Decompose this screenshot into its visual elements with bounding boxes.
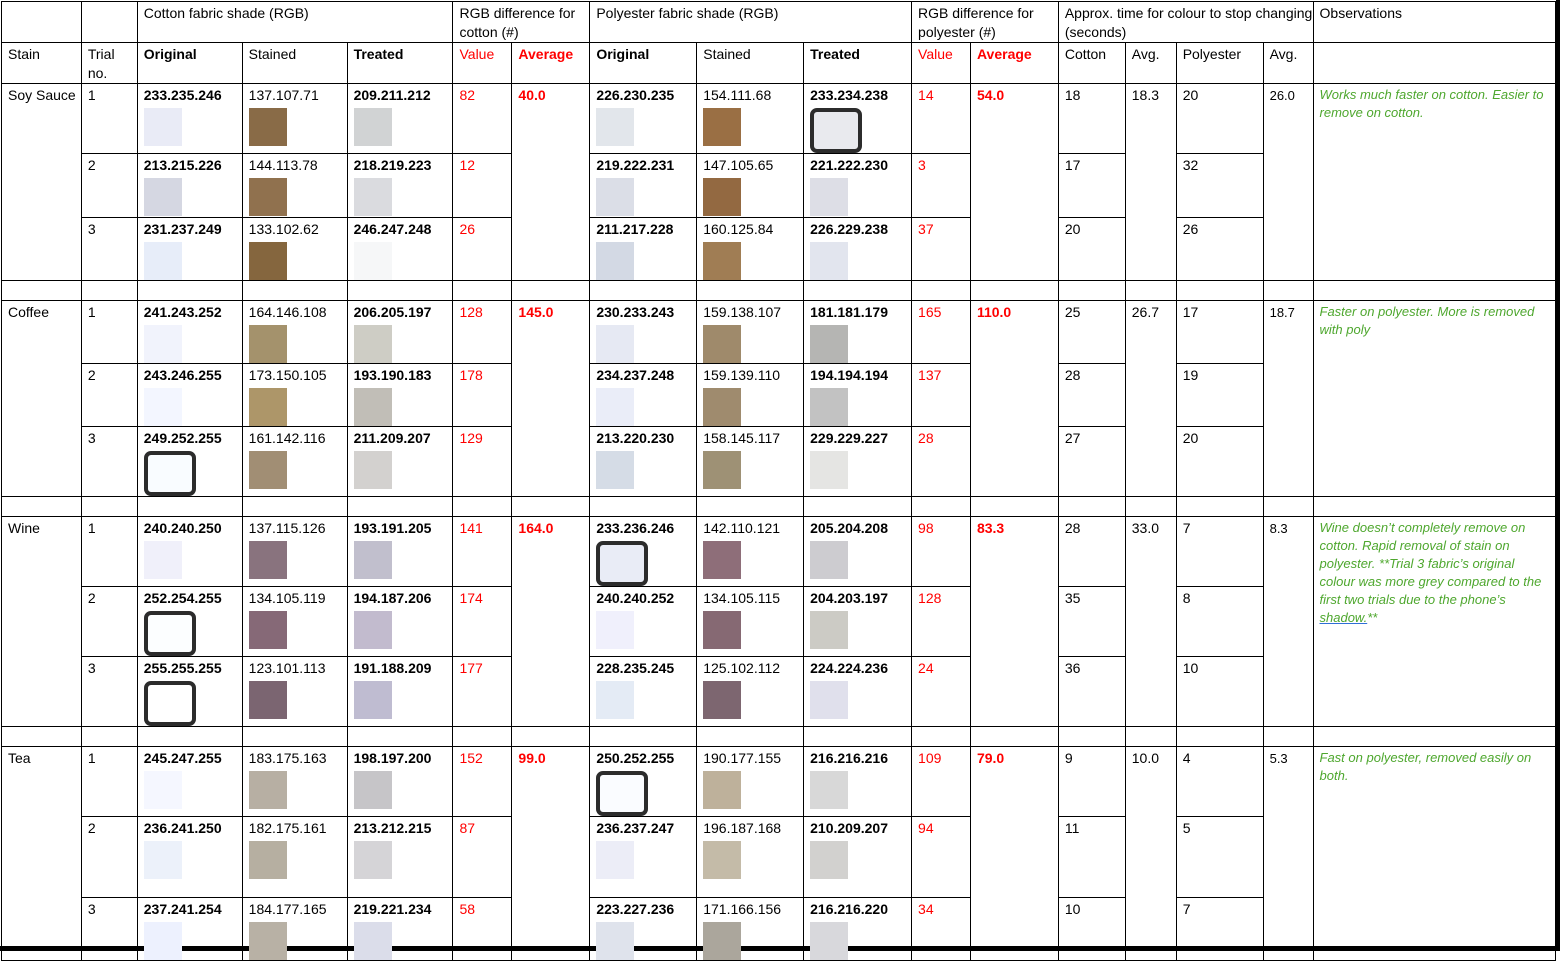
color-swatch <box>596 451 634 489</box>
color-swatch <box>249 178 287 216</box>
cotton-diff-value: 87 <box>453 817 512 898</box>
time-poly: 7 <box>1176 517 1263 587</box>
header-cotton-shade: Cotton fabric shade (RGB) <box>137 2 453 43</box>
header-poly-average: Average <box>970 43 1058 84</box>
cotton-treated-rgb: 246.247.248 <box>353 221 432 237</box>
cotton-stained-rgb: 161.142.116 <box>248 430 326 446</box>
color-swatch <box>703 541 741 579</box>
cotton-treated-rgb: 211.209.207 <box>353 430 431 446</box>
header-poly-shade: Polyester fabric shade (RGB) <box>590 2 912 43</box>
color-swatch <box>144 451 196 496</box>
cotton-diff-value: 12 <box>453 154 512 218</box>
trial-no: 2 <box>81 817 137 898</box>
header-row-columns <box>2 43 1556 84</box>
header-time: Approx. time for colour to stop changing (seconds) <box>1058 2 1313 43</box>
poly-diff-value: 94 <box>912 817 971 898</box>
color-swatch <box>703 922 741 960</box>
time-cotton: 10 <box>1058 898 1125 961</box>
time-cotton-avg: 10.0 <box>1125 747 1176 961</box>
poly-diff-value: 109 <box>912 747 971 817</box>
poly-treated-rgb: 229.229.227 <box>810 430 888 446</box>
poly-original-rgb: 223.227.236 <box>596 901 675 917</box>
table-row <box>2 301 1556 364</box>
table-row <box>2 517 1556 587</box>
color-swatch <box>810 922 848 960</box>
cotton-treated-rgb: 218.219.223 <box>353 157 432 173</box>
header-cotton-average: Average <box>512 43 590 84</box>
color-swatch <box>703 388 741 426</box>
poly-diff-average: 54.0 <box>970 84 1058 281</box>
color-swatch <box>810 771 848 809</box>
cotton-treated-rgb: 193.191.205 <box>353 520 432 536</box>
stain-name: Tea <box>2 747 82 961</box>
cotton-diff-value: 177 <box>453 657 512 727</box>
time-cotton: 18 <box>1058 84 1125 154</box>
poly-diff-value: 34 <box>912 898 971 961</box>
color-swatch <box>596 841 634 879</box>
color-swatch <box>354 108 392 146</box>
poly-original-rgb: 240.240.252 <box>596 590 675 606</box>
cotton-original-rgb: 237.241.254 <box>143 901 222 917</box>
poly-treated-rgb: 181.181.179 <box>810 304 888 320</box>
poly-original-rgb: 226.230.235 <box>596 87 675 103</box>
header-blank <box>81 2 137 43</box>
color-swatch <box>249 541 287 579</box>
color-swatch <box>810 108 862 153</box>
trial-no: 1 <box>81 301 137 364</box>
trial-no: 3 <box>81 657 137 727</box>
time-cotton: 28 <box>1058 517 1125 587</box>
trial-no: 3 <box>81 898 137 961</box>
time-poly: 7 <box>1176 898 1263 961</box>
color-swatch <box>249 108 287 146</box>
cotton-stained-rgb: 183.175.163 <box>248 750 327 766</box>
color-swatch <box>144 108 182 146</box>
color-swatch <box>354 681 392 719</box>
time-cotton: 9 <box>1058 747 1125 817</box>
cotton-original-rgb: 236.241.250 <box>143 820 222 836</box>
color-swatch <box>703 108 741 146</box>
color-swatch <box>596 771 648 816</box>
header-cotton-value: Value <box>453 43 512 84</box>
color-swatch <box>596 922 634 960</box>
color-swatch <box>703 451 741 489</box>
color-swatch <box>703 611 741 649</box>
poly-treated-rgb: 210.209.207 <box>810 820 888 836</box>
color-swatch <box>354 541 392 579</box>
observation-main: Wine doesn’t completely remove on cotton. Rapid removal of stain on polyester. **Trial 3 fabric’s original colour was more grey compared to the first two trials due to the phone’s <box>1319 520 1542 607</box>
poly-original-rgb: 211.217.228 <box>596 221 674 237</box>
cotton-treated-rgb: 213.212.215 <box>353 820 432 836</box>
time-poly: 32 <box>1176 154 1263 218</box>
poly-treated-rgb: 233.234.238 <box>810 87 888 103</box>
time-poly: 5 <box>1176 817 1263 898</box>
cotton-stained-rgb: 133.102.62 <box>248 221 319 237</box>
color-swatch <box>354 922 392 960</box>
time-cotton-avg: 18.3 <box>1125 84 1176 281</box>
poly-stained-rgb: 190.177.155 <box>703 750 782 766</box>
poly-diff-value: 98 <box>912 517 971 587</box>
color-swatch <box>144 388 182 426</box>
cotton-stained-rgb: 137.115.126 <box>248 520 326 536</box>
poly-diff-value: 137 <box>912 364 971 427</box>
poly-stained-rgb: 158.145.117 <box>703 430 781 446</box>
cotton-original-rgb: 233.235.246 <box>143 87 222 103</box>
cotton-original-rgb: 213.215.226 <box>143 157 222 173</box>
poly-original-rgb: 219.222.231 <box>596 157 675 173</box>
observation-text <box>1313 517 1555 727</box>
color-swatch <box>354 771 392 809</box>
cotton-diff-value: 152 <box>453 747 512 817</box>
stain-name: Wine <box>2 517 82 727</box>
cotton-original-rgb: 231.237.249 <box>143 221 222 237</box>
color-swatch <box>354 325 392 363</box>
color-swatch <box>810 681 848 719</box>
poly-stained-rgb: 159.138.107 <box>703 304 782 320</box>
cotton-diff-average: 145.0 <box>512 301 590 497</box>
poly-diff-value: 14 <box>912 84 971 154</box>
color-swatch <box>596 178 634 216</box>
header-observations: Observations <box>1313 2 1555 43</box>
poly-original-rgb: 228.235.245 <box>596 660 675 676</box>
time-cotton: 35 <box>1058 587 1125 657</box>
poly-original-rgb: 213.220.230 <box>596 430 675 446</box>
color-swatch <box>144 771 182 809</box>
header-row-groups <box>2 2 1556 43</box>
time-poly-avg: 5.3 <box>1263 747 1313 961</box>
header-observations-blank <box>1313 43 1555 84</box>
trial-no: 1 <box>81 517 137 587</box>
color-swatch <box>144 922 182 960</box>
color-swatch <box>810 841 848 879</box>
time-poly-avg: 18.7 <box>1263 301 1313 497</box>
cotton-stained-rgb: 184.177.165 <box>248 901 327 917</box>
poly-treated-rgb: 194.194.194 <box>810 367 888 383</box>
poly-stained-rgb: 171.166.156 <box>703 901 782 917</box>
color-swatch <box>596 242 634 280</box>
time-cotton-avg: 26.7 <box>1125 301 1176 497</box>
observation-end: ** <box>1367 610 1378 625</box>
poly-treated-rgb: 216.216.220 <box>810 901 888 917</box>
poly-diff-value: 24 <box>912 657 971 727</box>
poly-diff-average: 83.3 <box>970 517 1058 727</box>
cotton-original-rgb: 252.254.255 <box>143 590 222 606</box>
observation-text: Fast on polyester, removed easily on both. <box>1313 747 1555 961</box>
color-swatch <box>810 541 848 579</box>
time-poly: 20 <box>1176 427 1263 497</box>
cotton-treated-rgb: 219.221.234 <box>353 901 432 917</box>
header-trial: Trial no. <box>81 43 137 84</box>
time-cotton: 27 <box>1058 427 1125 497</box>
color-swatch <box>249 611 287 649</box>
poly-stained-rgb: 160.125.84 <box>703 221 774 237</box>
time-poly: 4 <box>1176 747 1263 817</box>
color-swatch <box>596 388 634 426</box>
cotton-original-rgb: 245.247.255 <box>143 750 222 766</box>
color-swatch <box>810 388 848 426</box>
color-swatch <box>249 325 287 363</box>
observation-text: Faster on polyester. More is removed with poly <box>1313 301 1555 497</box>
trial-no: 2 <box>81 587 137 657</box>
cotton-diff-value: 174 <box>453 587 512 657</box>
color-swatch <box>596 325 634 363</box>
cotton-diff-value: 82 <box>453 84 512 154</box>
header-cotton-diff: RGB difference for cotton (#) <box>453 2 590 43</box>
color-swatch <box>703 681 741 719</box>
header-poly-diff: RGB difference for polyester (#) <box>912 2 1059 43</box>
poly-stained-rgb: 125.102.112 <box>703 660 781 676</box>
poly-diff-average: 110.0 <box>970 301 1058 497</box>
poly-diff-value: 128 <box>912 587 971 657</box>
color-swatch <box>249 242 287 280</box>
color-swatch <box>144 681 196 726</box>
cotton-diff-average: 40.0 <box>512 84 590 281</box>
poly-stained-rgb: 142.110.121 <box>703 520 781 536</box>
color-swatch <box>144 242 182 280</box>
poly-diff-value: 37 <box>912 218 971 281</box>
time-poly-avg: 8.3 <box>1263 517 1313 727</box>
cotton-diff-average: 164.0 <box>512 517 590 727</box>
color-swatch <box>703 178 741 216</box>
color-swatch <box>596 108 634 146</box>
cotton-treated-rgb: 198.197.200 <box>353 750 432 766</box>
color-swatch <box>249 922 287 960</box>
time-poly: 20 <box>1176 84 1263 154</box>
spacer-row <box>2 497 1556 517</box>
header-time-cotton: Cotton <box>1058 43 1125 84</box>
cotton-stained-rgb: 123.101.113 <box>248 660 326 676</box>
poly-diff-average: 79.0 <box>970 747 1058 961</box>
observation-underlined: shadow. <box>1319 610 1368 625</box>
cotton-original-rgb: 249.252.255 <box>143 430 222 446</box>
header-stain: Stain <box>2 43 82 84</box>
color-swatch <box>144 841 182 879</box>
table-row <box>2 84 1556 154</box>
stain-results-table <box>1 1 1556 961</box>
cotton-original-rgb: 255.255.255 <box>143 660 222 676</box>
poly-original-rgb: 233.236.246 <box>596 520 675 536</box>
time-cotton: 36 <box>1058 657 1125 727</box>
time-cotton: 20 <box>1058 218 1125 281</box>
time-poly: 10 <box>1176 657 1263 727</box>
color-swatch <box>144 325 182 363</box>
poly-treated-rgb: 221.222.230 <box>810 157 888 173</box>
time-poly: 17 <box>1176 301 1263 364</box>
color-swatch <box>249 681 287 719</box>
cotton-treated-rgb: 193.190.183 <box>353 367 432 383</box>
header-time-polyester: Polyester <box>1176 43 1263 84</box>
spacer-row <box>2 727 1556 747</box>
time-cotton: 11 <box>1058 817 1125 898</box>
color-swatch <box>596 681 634 719</box>
poly-diff-value: 28 <box>912 427 971 497</box>
cotton-original-rgb: 240.240.250 <box>143 520 222 536</box>
time-cotton: 17 <box>1058 154 1125 218</box>
cotton-original-rgb: 243.246.255 <box>143 367 222 383</box>
color-swatch <box>354 388 392 426</box>
header-cotton-stained: Stained <box>242 43 347 84</box>
cotton-treated-rgb: 191.188.209 <box>353 660 432 676</box>
cotton-stained-rgb: 164.146.108 <box>248 304 327 320</box>
poly-diff-value: 3 <box>912 154 971 218</box>
cotton-treated-rgb: 209.211.212 <box>353 87 431 103</box>
cotton-stained-rgb: 144.113.78 <box>248 157 318 173</box>
poly-diff-value: 165 <box>912 301 971 364</box>
cotton-stained-rgb: 182.175.161 <box>248 820 327 836</box>
header-poly-treated: Treated <box>804 43 912 84</box>
color-swatch <box>144 611 196 656</box>
color-swatch <box>354 242 392 280</box>
cotton-diff-average: 99.0 <box>512 747 590 961</box>
color-swatch <box>144 178 182 216</box>
poly-original-rgb: 230.233.243 <box>596 304 675 320</box>
header-poly-original: Original <box>590 43 697 84</box>
stain-name: Soy Sauce <box>2 84 82 281</box>
trial-no: 2 <box>81 364 137 427</box>
poly-stained-rgb: 154.111.68 <box>703 87 772 103</box>
header-time-poly-avg: Avg. <box>1263 43 1313 84</box>
poly-treated-rgb: 226.229.238 <box>810 221 888 237</box>
color-swatch <box>703 841 741 879</box>
cotton-treated-rgb: 194.187.206 <box>353 590 432 606</box>
cotton-diff-value: 178 <box>453 364 512 427</box>
time-poly: 8 <box>1176 587 1263 657</box>
color-swatch <box>249 771 287 809</box>
cotton-stained-rgb: 173.150.105 <box>248 367 327 383</box>
poly-stained-rgb: 196.187.168 <box>703 820 782 836</box>
color-swatch <box>596 611 634 649</box>
poly-treated-rgb: 205.204.208 <box>810 520 888 536</box>
cotton-treated-rgb: 206.205.197 <box>353 304 432 320</box>
time-poly: 19 <box>1176 364 1263 427</box>
color-swatch <box>249 841 287 879</box>
header-cotton-original: Original <box>137 43 242 84</box>
cotton-diff-value: 128 <box>453 301 512 364</box>
color-swatch <box>354 611 392 649</box>
color-swatch <box>810 325 848 363</box>
header-blank <box>2 2 82 43</box>
color-swatch <box>596 541 648 586</box>
time-poly-avg: 26.0 <box>1263 84 1313 281</box>
color-swatch <box>703 242 741 280</box>
color-swatch <box>249 388 287 426</box>
cotton-stained-rgb: 134.105.119 <box>248 590 326 606</box>
poly-stained-rgb: 134.105.115 <box>703 590 781 606</box>
cotton-diff-value: 26 <box>453 218 512 281</box>
poly-original-rgb: 234.237.248 <box>596 367 675 383</box>
time-cotton: 28 <box>1058 364 1125 427</box>
cotton-diff-value: 129 <box>453 427 512 497</box>
color-swatch <box>810 242 848 280</box>
table-row <box>2 747 1556 817</box>
trial-no: 3 <box>81 427 137 497</box>
trial-no: 3 <box>81 218 137 281</box>
stain-name: Coffee <box>2 301 82 497</box>
color-swatch <box>810 451 848 489</box>
cotton-diff-value: 141 <box>453 517 512 587</box>
cotton-stained-rgb: 137.107.71 <box>248 87 319 103</box>
color-swatch <box>354 178 392 216</box>
poly-treated-rgb: 224.224.236 <box>810 660 888 676</box>
color-swatch <box>354 451 392 489</box>
poly-stained-rgb: 147.105.65 <box>703 157 774 173</box>
header-time-cotton-avg: Avg. <box>1125 43 1176 84</box>
poly-stained-rgb: 159.139.110 <box>703 367 781 383</box>
color-swatch <box>249 451 287 489</box>
color-swatch <box>354 841 392 879</box>
time-cotton-avg: 33.0 <box>1125 517 1176 727</box>
poly-original-rgb: 250.252.255 <box>596 750 675 766</box>
cotton-diff-value: 58 <box>453 898 512 961</box>
trial-no: 1 <box>81 84 137 154</box>
color-swatch <box>144 541 182 579</box>
color-swatch <box>703 325 741 363</box>
color-swatch <box>810 611 848 649</box>
trial-no: 1 <box>81 747 137 817</box>
color-swatch <box>810 178 848 216</box>
header-cotton-treated: Treated <box>347 43 453 84</box>
color-swatch <box>703 771 741 809</box>
trial-no: 2 <box>81 154 137 218</box>
cotton-original-rgb: 241.243.252 <box>143 304 222 320</box>
observation-text: Works much faster on cotton. Easier to remove on cotton. <box>1313 84 1555 281</box>
poly-treated-rgb: 216.216.216 <box>810 750 888 766</box>
time-poly: 26 <box>1176 218 1263 281</box>
poly-treated-rgb: 204.203.197 <box>810 590 888 606</box>
header-poly-stained: Stained <box>697 43 804 84</box>
spacer-row <box>2 281 1556 301</box>
header-poly-value: Value <box>912 43 971 84</box>
poly-original-rgb: 236.237.247 <box>596 820 675 836</box>
time-cotton: 25 <box>1058 301 1125 364</box>
